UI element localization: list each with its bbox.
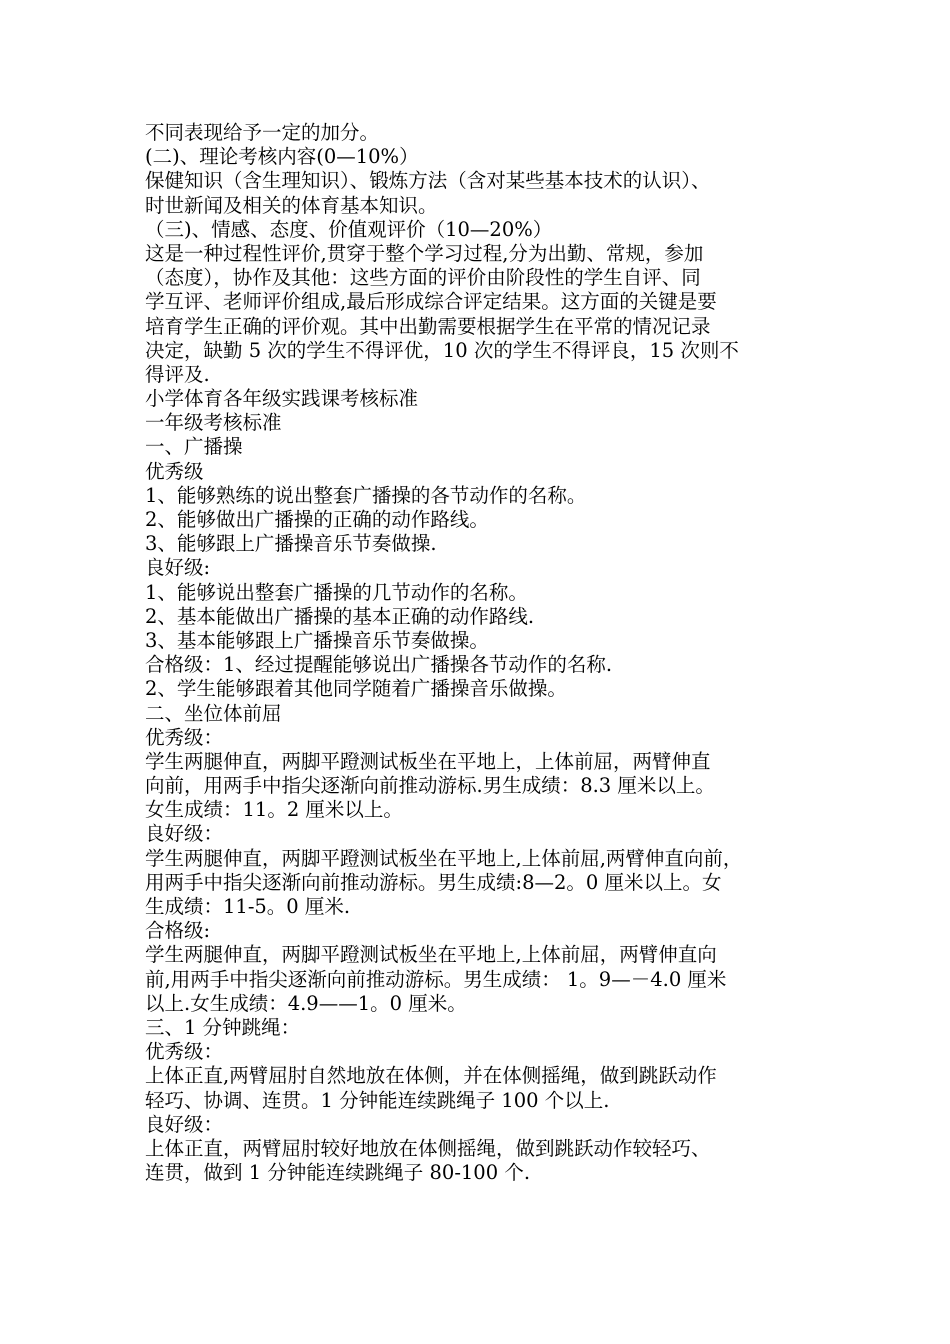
item-heading: 二、坐位体前屈 <box>145 701 282 725</box>
text-line: （态度），协作及其他：这些方面的评价由阶段性的学生自评、同 <box>145 266 701 290</box>
text-line: 2、学生能够跟着其他同学随着广播操音乐做操。 <box>145 677 567 701</box>
section-heading: （三)、情感、态度、价值观评价（10—20%） <box>145 217 553 241</box>
level-heading: 优秀级 <box>145 459 204 483</box>
text-line: 连贯，做到 1 分钟能连续跳绳子 80-100 个. <box>145 1161 531 1185</box>
level-heading: 优秀级： <box>145 725 224 749</box>
text-line: 上体正直,两臂屈肘自然地放在体侧，并在体侧摇绳，做到跳跃动作 <box>145 1064 717 1088</box>
text-line: 学生两腿伸直，两脚平蹬测试板坐在平地上,上体前屈,两臂伸直向前， <box>145 846 743 870</box>
item-heading: 一、广播操 <box>145 435 243 459</box>
text-line: 向前，用两手中指尖逐渐向前推动游标.男生成绩：8.3 厘米以上。 <box>145 774 715 798</box>
text-line: 学互评、老师评价组成,最后形成综合评定结果。这方面的关键是要 <box>145 290 717 314</box>
text-line: 3、基本能够跟上广播操音乐节奏做操。 <box>145 628 489 652</box>
text-line: 不同表现给予一定的加分。 <box>145 121 380 144</box>
text-line: 2、基本能做出广播操的基本正确的动作路线. <box>145 604 535 628</box>
level-heading: 良好级: <box>145 556 211 580</box>
section-heading: (二)、理论考核内容(0—10%） <box>145 145 419 169</box>
grade-heading: 一年级考核标准 <box>145 411 282 435</box>
level-heading: 优秀级： <box>145 1040 224 1064</box>
document-title: 小学体育各年级实践课考核标准 <box>145 387 419 411</box>
text-line: 2、能够做出广播操的正确的动作路线。 <box>145 508 489 531</box>
text-line: 时世新闻及相关的体育基本知识。 <box>145 193 438 217</box>
text-line: 决定，缺勤 5 次的学生不得评优，10 次的学生不得评良，15 次则不 <box>145 338 739 362</box>
text-line: 学生两腿伸直，两脚平蹬测试板坐在平地上,上体前屈，两臂伸直向 <box>145 943 717 967</box>
text-line: 轻巧、协调、连贯。1 分钟能连续跳绳子 100 个以上. <box>145 1088 610 1112</box>
text-line: 学生两腿伸直，两脚平蹬测试板坐在平地上，上体前屈，两臂伸直 <box>145 749 711 773</box>
text-line: 上体正直，两臂屈肘较好地放在体侧摇绳，做到跳跃动作较轻巧、 <box>145 1136 711 1160</box>
text-line: 生成绩：11-5。0 厘米. <box>145 895 351 918</box>
document-body <box>145 121 815 1185</box>
text-line: 以上.女生成绩：4.9——1。0 厘米。 <box>145 991 467 1015</box>
text-line: 用两手中指尖逐渐向前推动游标。男生成绩:8—2。0 厘米以上。女 <box>145 870 722 894</box>
level-heading: 良好级： <box>145 1112 224 1136</box>
text-line: 1、能够说出整套广播操的几节动作的名称。 <box>145 580 528 604</box>
text-line: 这是一种过程性评价,贯穿于整个学习过程,分为出勤、常规，参加 <box>145 241 704 265</box>
text-line: 保健知识（含生理知识）、锻炼方法（含对某些基本技术的认识）、 <box>145 169 711 193</box>
level-heading: 合格级: <box>145 919 211 943</box>
text-line: 前,用两手中指尖逐渐向前推动游标。男生成绩： 1。9—－4.0 厘米 <box>145 967 727 991</box>
text-line: 女生成绩：11。2 厘米以上。 <box>145 798 403 822</box>
item-heading: 三、1 分钟跳绳： <box>145 1015 301 1039</box>
text-line: 1、能够熟练的说出整套广播操的各节动作的名称。 <box>145 483 587 507</box>
text-line: 合格级：1、经过提醒能够说出广播操各节动作的名称. <box>145 653 613 677</box>
text-line: 3、能够跟上广播操音乐节奏做操. <box>145 532 437 556</box>
level-heading: 良好级： <box>145 822 224 846</box>
text-line: 得评及. <box>145 362 210 386</box>
text-line: 培育学生正确的评价观。其中出勤需要根据学生在平常的情况记录 <box>145 314 711 338</box>
